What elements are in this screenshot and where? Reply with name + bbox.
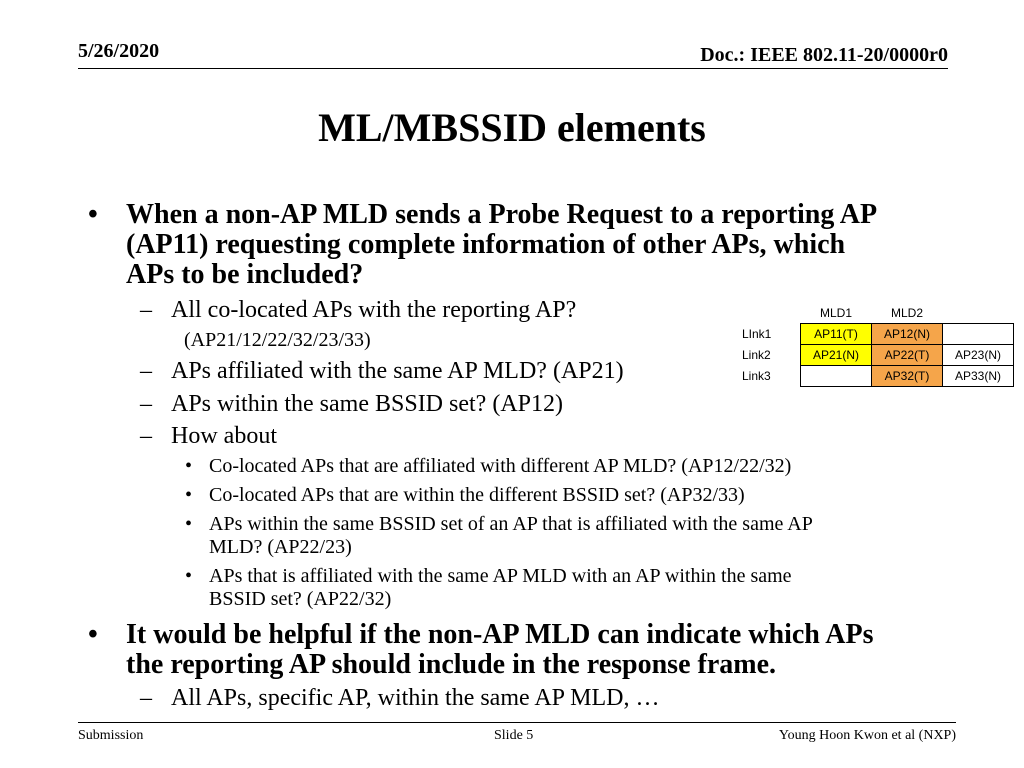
header-rule bbox=[78, 68, 948, 69]
table-row bbox=[738, 324, 1014, 345]
bullet-glyph: • bbox=[88, 199, 98, 230]
dash-glyph: – bbox=[140, 297, 152, 323]
table-row bbox=[738, 345, 1014, 366]
link-mld-table bbox=[738, 303, 1014, 387]
sub-item-same-bssid: APs within the same BSSID set? (AP12) bbox=[171, 391, 563, 417]
subsub-item-1: Co-located APs that are affiliated with different AP MLD? (AP12/22/32) bbox=[209, 455, 792, 477]
bullet1-line1: When a non-AP MLD sends a Probe Request to a reporting AP bbox=[126, 199, 878, 230]
cell-link3-mld2: AP32(T) bbox=[872, 366, 943, 387]
footer-rule bbox=[78, 722, 956, 723]
sub-item-how-about: How about bbox=[171, 423, 277, 449]
bullet-glyph: • bbox=[185, 455, 193, 477]
subsub-item-3-line2: MLD? (AP22/23) bbox=[209, 536, 352, 558]
subsub-item-3-line1: APs within the same BSSID set of an AP that is affiliated with the same AP bbox=[209, 513, 813, 535]
subsub-item-4-line2: BSSID set? (AP22/32) bbox=[209, 588, 392, 610]
dash-glyph: – bbox=[140, 391, 152, 417]
sub-item-colocated: All co-located APs with the reporting AP? bbox=[171, 297, 577, 323]
bullet-glyph: • bbox=[185, 484, 193, 506]
row-label-link3: Link3 bbox=[742, 369, 771, 383]
bullet2-line1: It would be helpful if the non-AP MLD can indicate which APs bbox=[126, 619, 874, 650]
dash-glyph: – bbox=[140, 423, 152, 449]
cell-link1-mld1: AP11(T) bbox=[801, 324, 872, 345]
slide-title: ML/MBSSID elements bbox=[318, 105, 706, 150]
footer-submission: Submission bbox=[78, 728, 144, 743]
sub-item-same-mld: APs affiliated with the same AP MLD? (AP21) bbox=[171, 358, 624, 384]
cell-link2-mld1: AP21(N) bbox=[801, 345, 872, 366]
col-header-empty bbox=[943, 303, 1014, 324]
bullet1-line2: (AP11) requesting complete information of other APs, which bbox=[126, 229, 846, 260]
col-header-mld1: MLD1 bbox=[819, 306, 852, 320]
table-corner bbox=[738, 303, 801, 324]
cell-link3-mld1 bbox=[801, 366, 872, 387]
table-row bbox=[738, 366, 1014, 387]
bullet2-line2: the reporting AP should include in the response frame. bbox=[126, 649, 777, 680]
row-label-link2: Link2 bbox=[742, 348, 771, 362]
header-doc-id: Doc.: IEEE 802.11-20/0000r0 bbox=[700, 44, 948, 66]
cell-link1-mld2: AP12(N) bbox=[872, 324, 943, 345]
subsub-item-4-line1: APs that is affiliated with the same AP MLD with an AP within the same bbox=[209, 565, 792, 587]
footer-author: Young Hoon Kwon et al (NXP) bbox=[778, 728, 956, 743]
col-header-mld2: MLD2 bbox=[890, 306, 923, 320]
dash-glyph: – bbox=[140, 685, 152, 711]
bullet-glyph: • bbox=[88, 619, 98, 650]
bullet-glyph: • bbox=[185, 565, 193, 587]
dash-glyph: – bbox=[140, 358, 152, 384]
cell-link2-mld2: AP22(T) bbox=[872, 345, 943, 366]
cell-link1-col3 bbox=[943, 324, 1014, 345]
bullet2-sub-1: All APs, specific AP, within the same AP MLD, … bbox=[171, 685, 660, 711]
bullet1-line3: APs to be included? bbox=[126, 259, 364, 290]
cell-link2-col3: AP23(N) bbox=[943, 345, 1014, 366]
footer-slide-number: Slide 5 bbox=[494, 728, 534, 743]
cell-link3-col3: AP33(N) bbox=[943, 366, 1014, 387]
sub-item-colocated-detail: (AP21/12/22/32/23/33) bbox=[184, 329, 371, 351]
header-date: 5/26/2020 bbox=[78, 40, 160, 62]
subsub-item-2: Co-located APs that are within the different BSSID set? (AP32/33) bbox=[209, 484, 745, 506]
row-label-link1: LInk1 bbox=[742, 327, 772, 341]
bullet-glyph: • bbox=[185, 513, 193, 535]
